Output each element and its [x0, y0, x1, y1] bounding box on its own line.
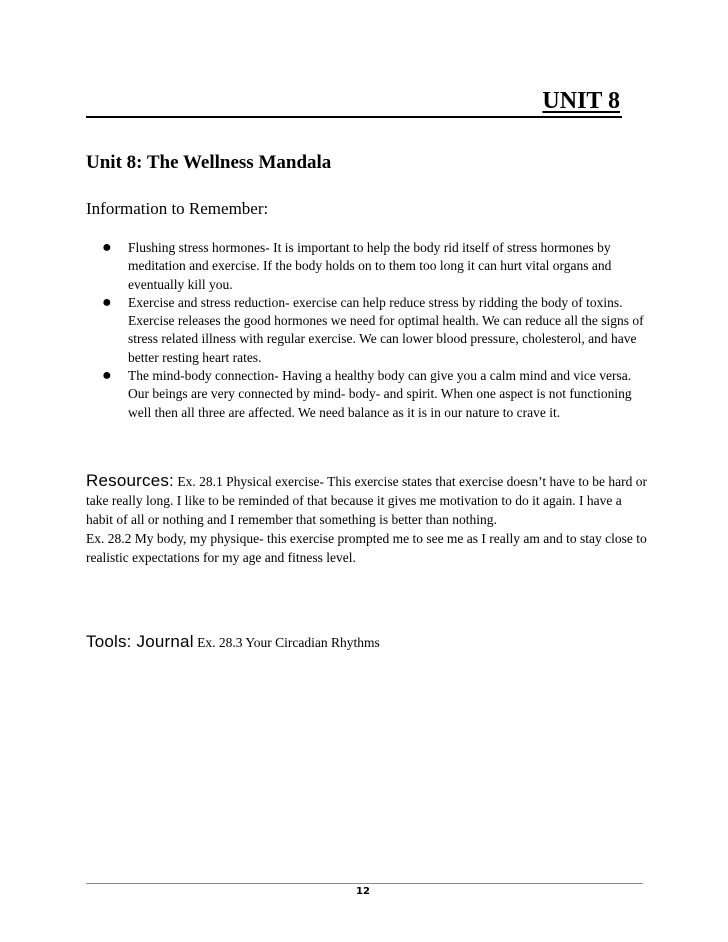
unit-label: UNIT 8 — [542, 88, 620, 114]
resources-text-1: Ex. 28.1 Physical exercise- This exercise states that exercise doesn’t have to be hard or take really long. I like to be reminded of that because it gives me motivation to do it again. I have a habit of all or nothing and I remember that something is better than nothing. — [86, 474, 647, 527]
list-item — [86, 367, 651, 422]
page-title: Unit 8: The Wellness Mandala — [86, 152, 332, 173]
list-item — [86, 294, 651, 367]
tools-label: Tools: Journal — [86, 632, 194, 651]
bullet-text: Exercise and stress reduction- exercise can help reduce stress by ridding the body of toxins. Exercise releases the good hormones we need for optimal health. We can reduce all the signs of stress related illness with regular exercise. We can lower blood pressure, cholesterol, and have better resting heart rates. — [128, 294, 644, 365]
info-heading: Information to Remember: — [86, 199, 269, 218]
tools-text: Ex. 28.3 Your Circadian Rhythms — [197, 635, 380, 650]
footer-divider — [86, 883, 643, 884]
list-item — [86, 239, 651, 294]
bullet-icon: ● — [102, 293, 112, 311]
bullet-icon: ● — [102, 367, 112, 385]
resources-text-2: Ex. 28.2 My body, my physique- this exercise prompted me to see me as I really am and to stay close to realistic expectations for my age and fitness level. — [86, 531, 647, 565]
page-header — [86, 86, 622, 118]
tools-section — [86, 631, 651, 654]
page-number: 12 — [356, 886, 370, 897]
bullet-text: Flushing stress hormones- It is important to help the body rid itself of stress hormones by meditation and exercise. If the body holds on to them too long it can hurt vital organs and eventually kill you. — [128, 240, 612, 292]
bullet-icon: ● — [102, 239, 112, 256]
bullet-text: The mind-body connection- Having a healthy body can give you a calm mind and vice versa. Our beings are very connected by mind- body- and spirit. When one aspect is not functioning well then all three are affected. We need balance as it is in our nature to crave it. — [128, 368, 632, 420]
bullet-list — [86, 239, 651, 422]
resources-section — [86, 471, 651, 567]
resources-label: Resources: — [86, 471, 174, 490]
